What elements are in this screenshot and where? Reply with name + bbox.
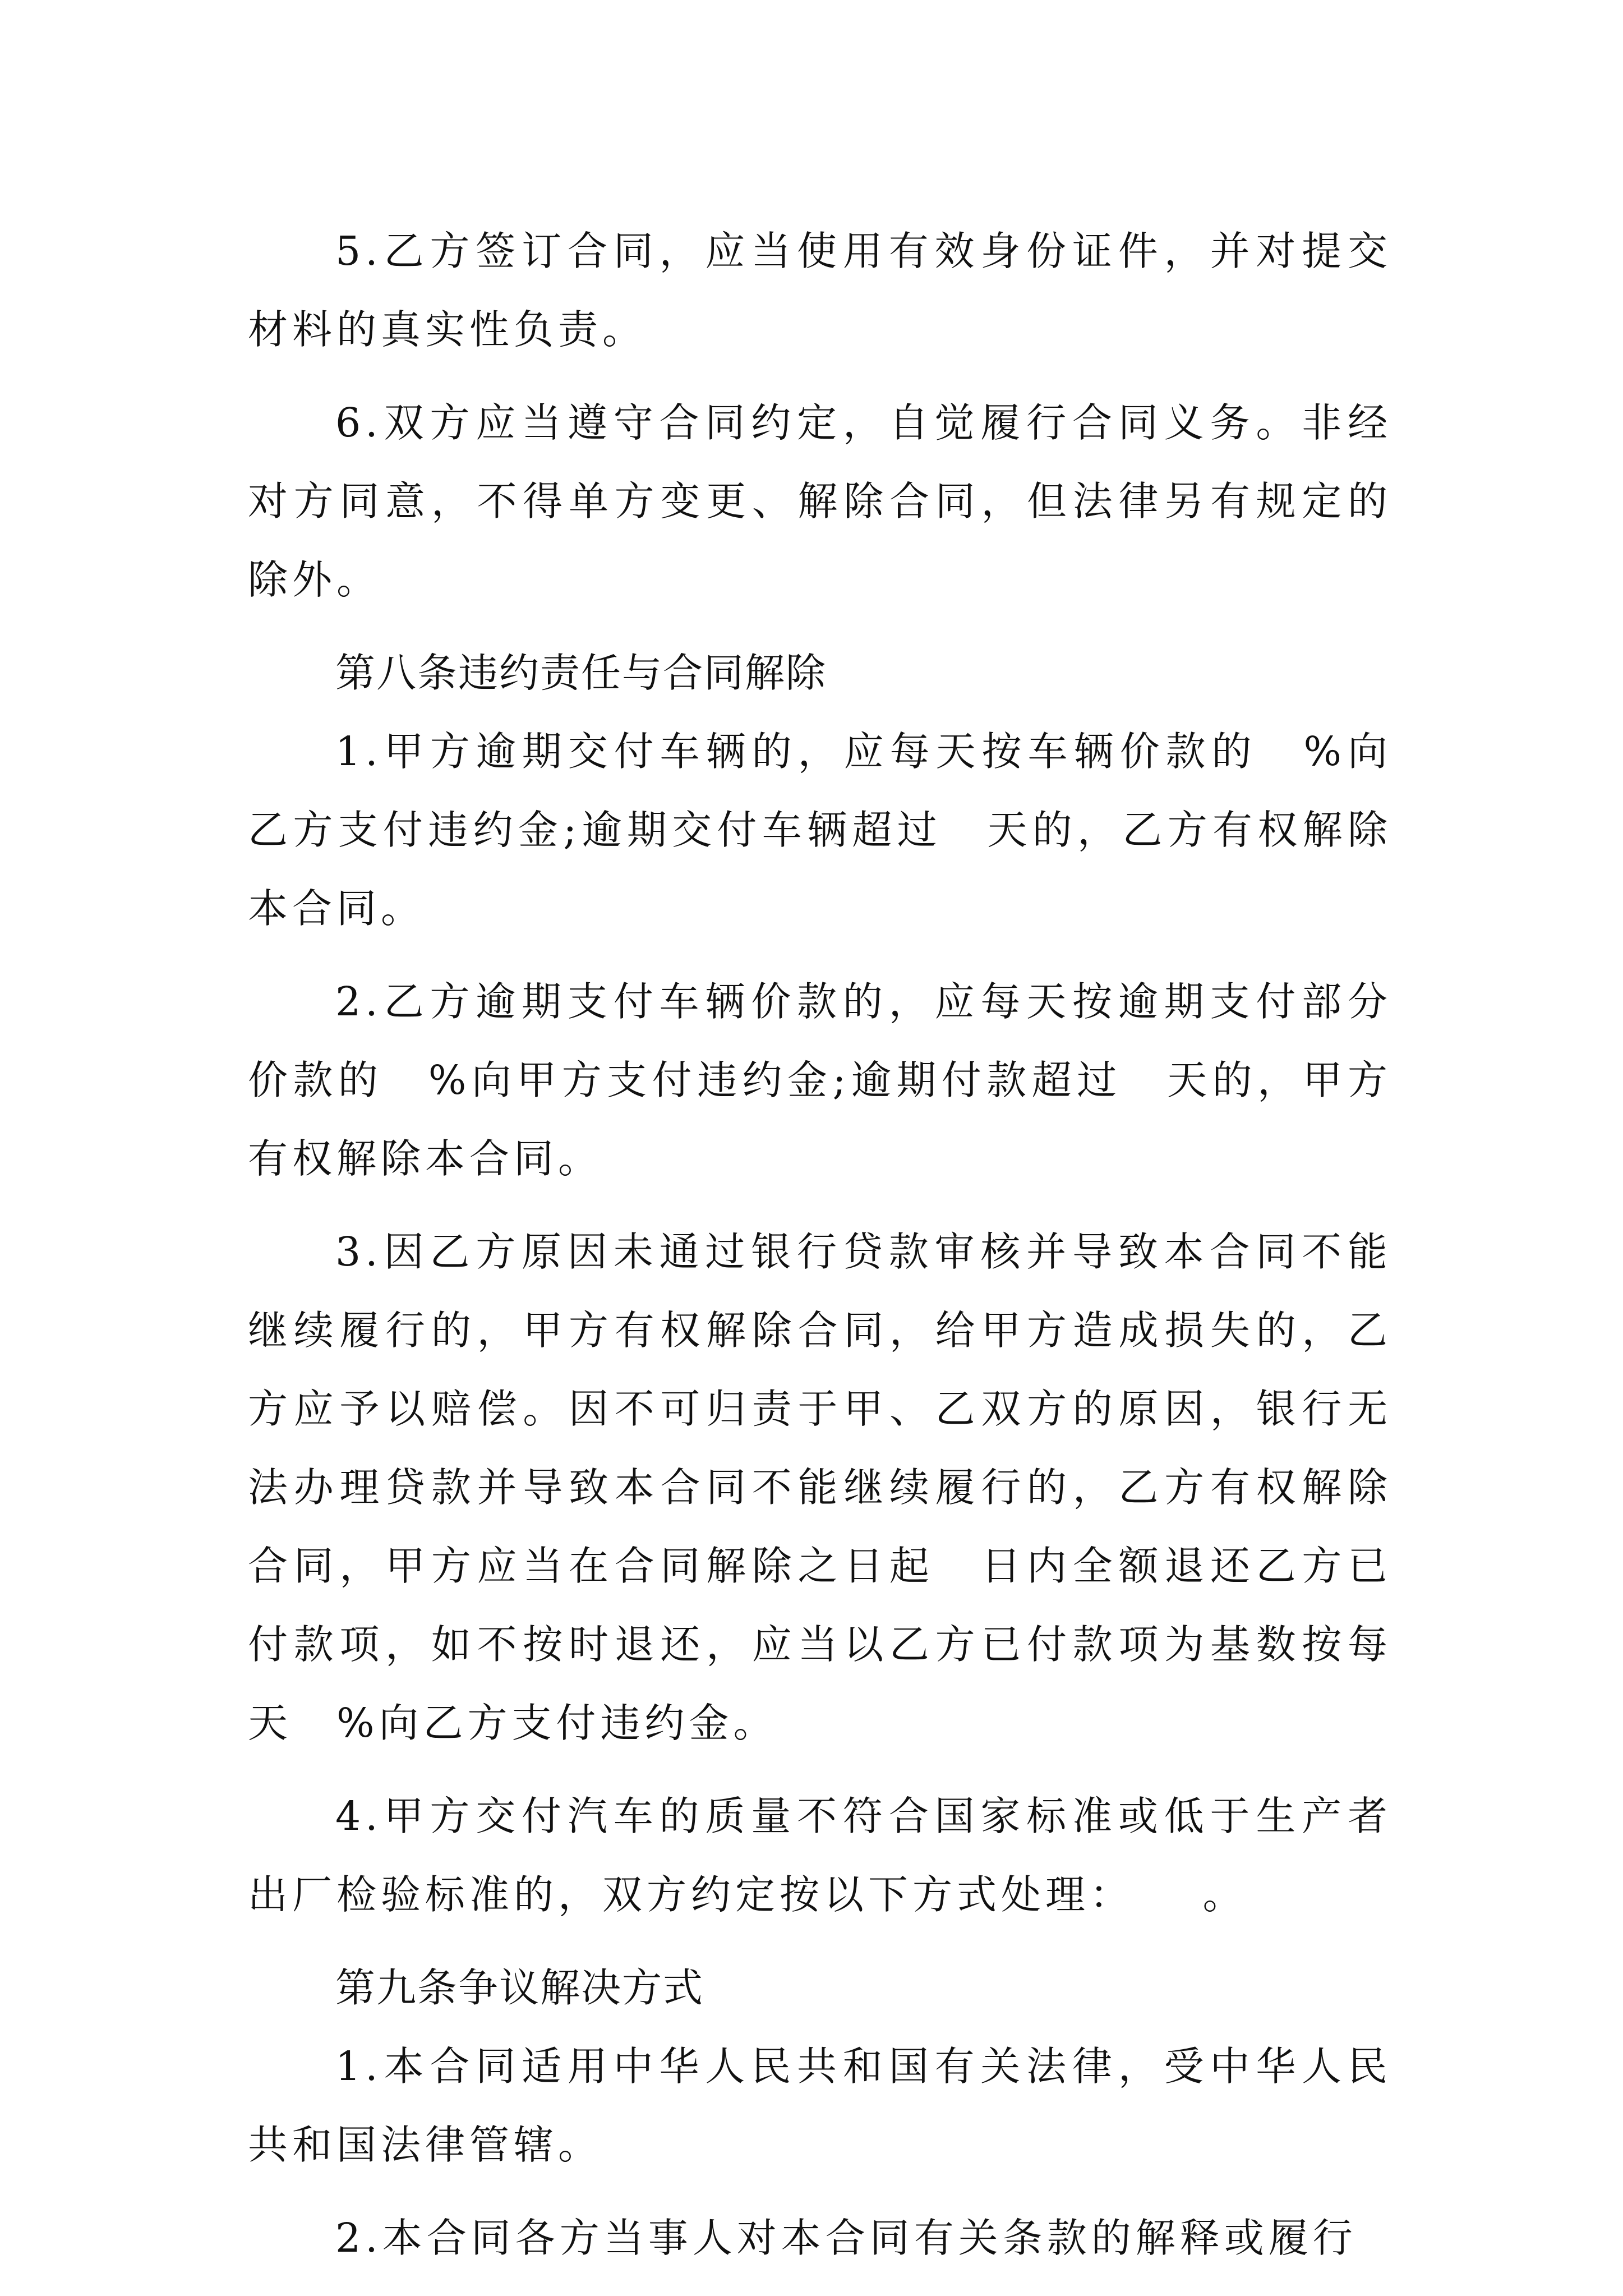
clause-7-item-6: 6.双方应当遵守合同约定，自觉履行合同义务。非经对方同意，不得单方变更、解除合同，但法律另有规定的除外。 (248, 399, 1392, 603)
clause-9-item-2: 2.本合同各方当事人对本合同有关条款的解释或履行 (335, 2215, 1357, 2261)
clause-8-item-2: 2.乙方逾期支付车辆价款的，应每天按逾期支付部分价款的 %向甲方支付违约金;逾期付款超过 天的，甲方有权解除本合同。 (248, 978, 1392, 1182)
article-8-heading: 第八条违约责任与合同解除 (335, 650, 827, 696)
clause-9-item-1: 1.本合同适用中华人民共和国有关法律，受中华人民共和国法律管辖。 (248, 2043, 1392, 2168)
clause-8-item-3: 3.因乙方原因未通过银行贷款审核并导致本合同不能继续履行的，甲方有权解除合同，给甲方造成损失的，乙方应予以赔偿。因不可归责于甲、乙双方的原因，银行无法办理贷款并导致本合同不能继续履行的，乙方有权解除合同，甲方应当在合同解除之日起 日内全额退还乙方已付款项，如不按时退还，应当以乙方已付款项为基数按每天 %向乙方支付违约金。 (248, 1228, 1392, 1746)
document-body (248, 212, 1392, 2292)
clause-8-item-1: 1.甲方逾期交付车辆的，应每天按车辆价款的 %向乙方支付违约金;逾期交付车辆超过 天的，乙方有权解除本合同。 (248, 728, 1392, 932)
clause-8-item-4: 4.甲方交付汽车的质量不符合国家标准或低于生产者出厂检验标准的，双方约定按以下方式处理： 。 (248, 1793, 1392, 1918)
article-9-heading: 第九条争议解决方式 (335, 1964, 704, 2011)
clause-7-item-5: 5.乙方签订合同，应当使用有效身份证件，并对提交材料的真实性负责。 (248, 228, 1392, 353)
